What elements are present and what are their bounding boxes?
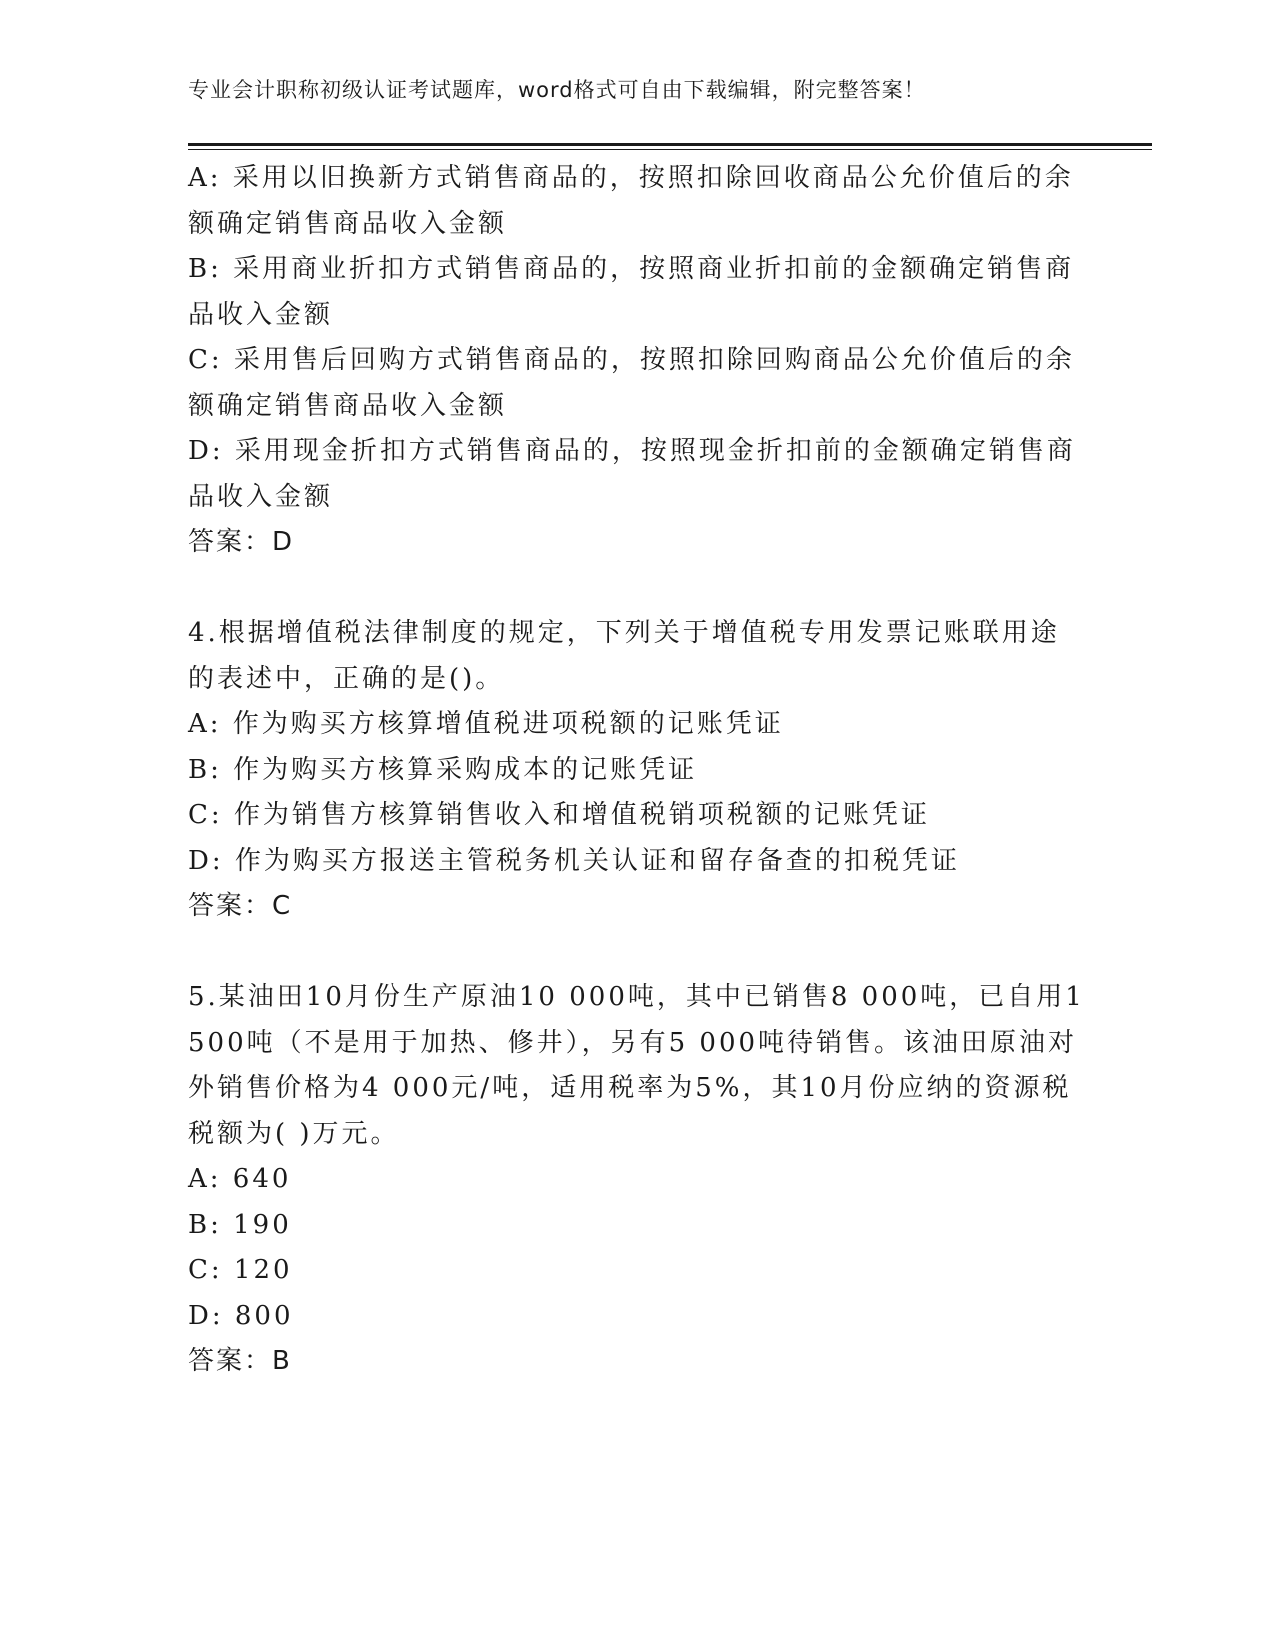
header-rule-thick — [188, 143, 1152, 146]
q5-option-a: A: 640 — [188, 1164, 292, 1194]
header-rule-thin — [188, 149, 1152, 150]
spacer — [188, 930, 1088, 976]
q3-option-b-line2: 品收入金额 — [188, 299, 334, 330]
q4-stem-line2: 的表述中，正确的是()。 — [188, 663, 505, 694]
question-5-block — [188, 975, 1088, 1385]
q3-option-a-line1: A: 采用以旧换新方式销售商品的，按照扣除回收商品公允价值后的余 — [188, 163, 1074, 193]
q4-stem-line1: 4.根据增值税法律制度的规定，下列关于增值税专用发票记账联用途 — [188, 618, 1060, 648]
page-header: 专业会计职称初级认证考试题库，word格式可自由下载编辑，附完整答案！ — [188, 78, 926, 102]
q5-option-d: D: 800 — [188, 1300, 294, 1331]
q5-stem-line2: 500吨（不是用于加热、修井），另有5 000吨待销售。该油田原油对 — [188, 1027, 1078, 1058]
q5-stem-line4: 税额为( )万元。 — [188, 1118, 400, 1149]
question-3-block — [188, 156, 1088, 566]
q3-option-a-line2: 额确定销售商品收入金额 — [188, 208, 508, 239]
q3-answer: 答案：D — [188, 527, 295, 557]
q4-option-b: B: 作为购买方核算采购成本的记账凭证 — [188, 754, 698, 785]
q3-option-b-line1: B: 采用商业折扣方式销售商品的，按照商业折扣前的金额确定销售商 — [188, 254, 1075, 284]
q3-option-d-line2: 品收入金额 — [188, 481, 334, 512]
q3-option-c-line2: 额确定销售商品收入金额 — [188, 390, 508, 421]
q5-option-b: B: 190 — [188, 1209, 292, 1240]
question-content — [188, 156, 1088, 1385]
question-4-block — [188, 611, 1088, 930]
q3-option-d-line1: D: 采用现金折扣方式销售商品的，按照现金折扣前的金额确定销售商 — [188, 436, 1076, 466]
q5-option-c: C: 120 — [188, 1255, 293, 1285]
q3-option-c-line1: C: 采用售后回购方式销售商品的，按照扣除回购商品公允价值后的余 — [188, 345, 1075, 375]
q4-option-d: D: 作为购买方报送主管税务机关认证和留存备查的扣税凭证 — [188, 845, 960, 876]
spacer — [188, 566, 1088, 612]
q4-answer: 答案：C — [188, 891, 293, 921]
q5-stem-line1: 5.某油田10月份生产原油10 000吨，其中已销售8 000吨，已自用1 — [188, 982, 1085, 1012]
q5-stem-line3: 外销售价格为4 000元/吨，适用税率为5%，其10月份应纳的资源税 — [188, 1073, 1072, 1103]
q4-option-c: C: 作为销售方核算销售收入和增值税销项税额的记账凭证 — [188, 800, 930, 830]
q5-answer: 答案：B — [188, 1346, 292, 1376]
q4-option-a: A: 作为购买方核算增值税进项税额的记账凭证 — [188, 709, 784, 739]
